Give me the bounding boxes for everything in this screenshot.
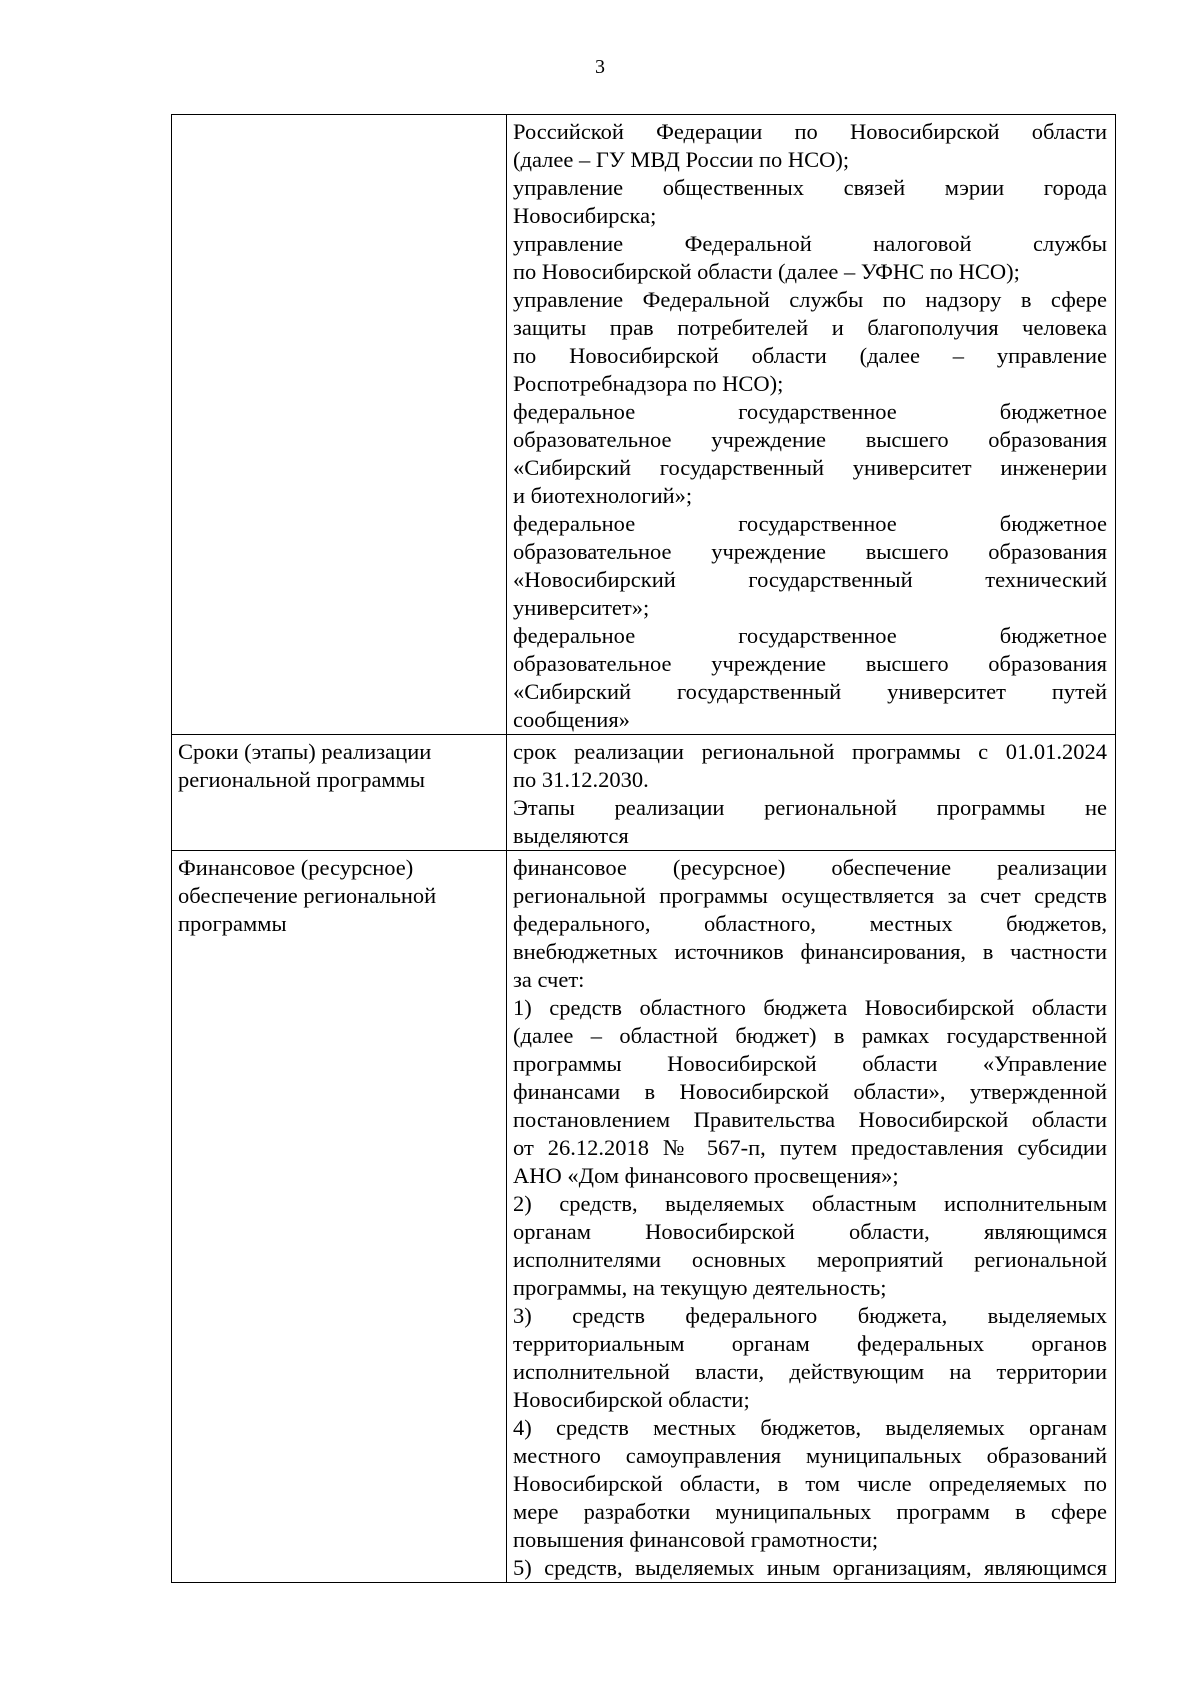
content-line: Новосибирской области, в том числе определяемых по	[513, 1471, 1107, 1496]
content-line: финансами в Новосибирской области», утвержденной	[513, 1079, 1107, 1104]
content-line: повышения финансовой грамотности;	[513, 1527, 879, 1552]
content-line: управление общественных связей мэрии города	[513, 175, 1107, 200]
content-line: программы, на текущую деятельность;	[513, 1275, 887, 1300]
row-label-cell	[172, 851, 507, 1583]
table-row	[172, 115, 1116, 735]
content-line: и биотехнологий»;	[513, 483, 693, 508]
page-number: 3	[595, 56, 605, 78]
content-line: Новосибирской области;	[513, 1387, 750, 1412]
content-line: «Новосибирский государственный технический	[513, 567, 1107, 592]
content-line: по Новосибирской области (далее – управление	[513, 343, 1107, 368]
content-line: «Сибирский государственный университет инженерии	[513, 455, 1107, 480]
content-line: исполнительной власти, действующим на территории	[513, 1359, 1107, 1384]
content-line: 4) средств местных бюджетов, выделяемых органам	[513, 1415, 1107, 1440]
content-line: 1) средств областного бюджета Новосибирской области	[513, 995, 1107, 1020]
content-line: АНО «Дом финансового просвещения»;	[513, 1163, 899, 1188]
program-passport-table	[171, 114, 1116, 1583]
content-line: внебюджетных источников финансирования, в частности	[513, 939, 1107, 964]
content-line: Российской Федерации по Новосибирской области	[513, 119, 1107, 144]
content-line: постановлением Правительства Новосибирской области	[513, 1107, 1107, 1132]
content-line: защиты прав потребителей и благополучия человека	[513, 315, 1107, 340]
content-line: «Сибирский государственный университет путей	[513, 679, 1107, 704]
content-line: от 26.12.2018 № 567-п, путем предоставления субсидии	[513, 1135, 1107, 1160]
content-line: исполнителями основных мероприятий региональной	[513, 1247, 1107, 1272]
content-line: федеральное государственное бюджетное	[513, 623, 1107, 648]
content-line: (далее – областной бюджет) в рамках государственной	[513, 1023, 1107, 1048]
content-line: Этапы реализации региональной программы не	[513, 795, 1107, 820]
content-line: мере разработки муниципальных программ в сфере	[513, 1499, 1107, 1524]
row-label-cell	[172, 115, 507, 735]
content-line: местного самоуправления муниципальных образований	[513, 1443, 1107, 1468]
content-line: срок реализации региональной программы с 01.01.2024	[513, 739, 1107, 764]
row-content-cell	[507, 735, 1116, 851]
content-line: образовательное учреждение высшего образования	[513, 651, 1107, 676]
content-line: федеральное государственное бюджетное	[513, 511, 1107, 536]
row-label-line: обеспечение региональной	[178, 883, 437, 908]
content-line: региональной программы осуществляется за счет средств	[513, 883, 1107, 908]
content-line: за счет:	[513, 967, 585, 992]
content-line: федеральное государственное бюджетное	[513, 399, 1107, 424]
content-line: финансовое (ресурсное) обеспечение реализации	[513, 855, 1107, 880]
content-line: выделяются	[513, 823, 629, 848]
table-row	[172, 735, 1116, 851]
content-line: Роспотребнадзора по НСО);	[513, 371, 784, 396]
content-line: по 31.12.2030.	[513, 767, 649, 792]
row-content-cell	[507, 115, 1116, 735]
row-label-line: Сроки (этапы) реализации	[178, 739, 432, 764]
table-row	[172, 851, 1116, 1583]
content-line: университет»;	[513, 595, 650, 620]
content-line: органам Новосибирской области, являющимся	[513, 1219, 1107, 1244]
row-label-cell	[172, 735, 507, 851]
content-line: (далее – ГУ МВД России по НСО);	[513, 147, 850, 172]
row-content-cell	[507, 851, 1116, 1583]
content-line: по Новосибирской области (далее – УФНС по НСО);	[513, 259, 1020, 284]
content-line: Новосибирска;	[513, 203, 657, 228]
row-label-line: Финансовое (ресурсное)	[178, 855, 414, 880]
content-line: федерального, областного, местных бюджетов,	[513, 911, 1107, 936]
content-line: сообщения»	[513, 707, 630, 732]
row-label-line: региональной программы	[178, 767, 426, 792]
content-line: 5) средств, выделяемых иным организациям, являющимся	[513, 1555, 1107, 1580]
content-line: 3) средств федерального бюджета, выделяемых	[513, 1303, 1107, 1328]
content-line: территориальным органам федеральных органов	[513, 1331, 1107, 1356]
content-line: управление Федеральной налоговой службы	[513, 231, 1107, 256]
content-line: образовательное учреждение высшего образования	[513, 427, 1107, 452]
row-label-line: программы	[178, 911, 287, 936]
content-line: образовательное учреждение высшего образования	[513, 539, 1107, 564]
content-line: управление Федеральной службы по надзору в сфере	[513, 287, 1107, 312]
content-line: 2) средств, выделяемых областным исполнительным	[513, 1191, 1107, 1216]
content-line: программы Новосибирской области «Управление	[513, 1051, 1107, 1076]
